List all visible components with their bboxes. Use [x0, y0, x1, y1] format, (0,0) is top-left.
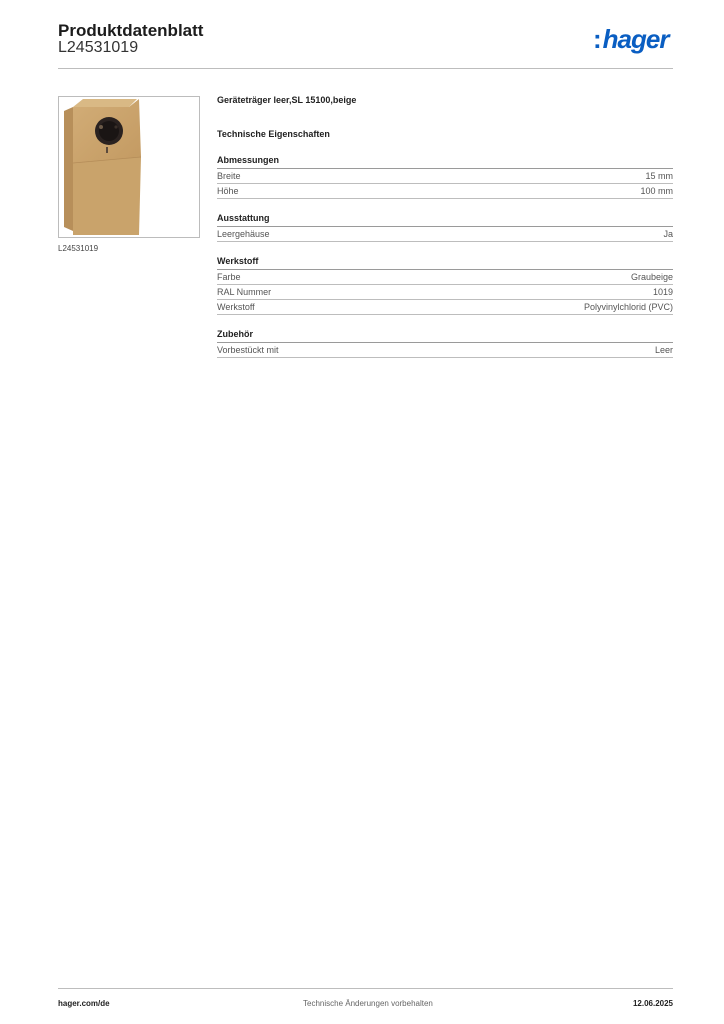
spec-group-ausstattung: [217, 213, 673, 242]
product-image: [59, 97, 199, 237]
product-image-frame: [58, 96, 200, 238]
spec-value: 15 mm: [645, 171, 673, 181]
spec-value: Graubeige: [630, 272, 673, 282]
spec-row: [217, 184, 673, 199]
spec-row: [217, 343, 673, 358]
footer-date: 12.06.2025: [632, 999, 673, 1008]
spec-label: Leergehäuse: [217, 229, 270, 239]
spec-value: Leer: [654, 345, 673, 355]
group-title: Werkstoff: [217, 256, 673, 270]
page-title: Produktdatenblatt: [58, 21, 204, 40]
footer-notice: Technische Änderungen vorbehalten: [303, 999, 433, 1008]
logo-text: hager: [602, 24, 669, 54]
spec-row: [217, 300, 673, 315]
spec-value: 100 mm: [640, 186, 673, 196]
article-number: L24531019: [58, 39, 139, 56]
spec-label: Farbe: [217, 272, 241, 282]
spec-label: RAL Nummer: [217, 287, 272, 297]
spec-label: Höhe: [217, 186, 239, 196]
group-title: Zubehör: [217, 329, 673, 343]
spec-label: Breite: [217, 171, 241, 181]
spec-label: Vorbestückt mit: [217, 345, 279, 355]
spec-section: [217, 95, 673, 358]
spec-group-werkstoff: [217, 256, 673, 315]
spec-group-zubehoer: [217, 329, 673, 358]
group-title: Abmessungen: [217, 155, 673, 169]
hager-logo: :hager: [593, 24, 669, 54]
spec-group-abmessungen: [217, 155, 673, 199]
spec-row: [217, 270, 673, 285]
spec-value: Ja: [663, 229, 673, 239]
header-divider: [58, 68, 673, 69]
spec-row: [217, 227, 673, 242]
spec-title: Technische Eigenschaften: [217, 129, 330, 139]
product-image-caption: L24531019: [58, 244, 99, 253]
group-title: Ausstattung: [217, 213, 673, 227]
product-name: Geräteträger leer,SL 15100,beige: [217, 95, 357, 105]
spec-row: [217, 169, 673, 184]
spec-value: Polyvinylchlorid (PVC): [583, 302, 673, 312]
spec-row: [217, 285, 673, 300]
footer-website-link[interactable]: hager.com/de: [58, 999, 110, 1008]
spec-value: 1019: [652, 287, 673, 297]
footer-divider: [58, 988, 673, 989]
spec-label: Werkstoff: [217, 302, 255, 312]
